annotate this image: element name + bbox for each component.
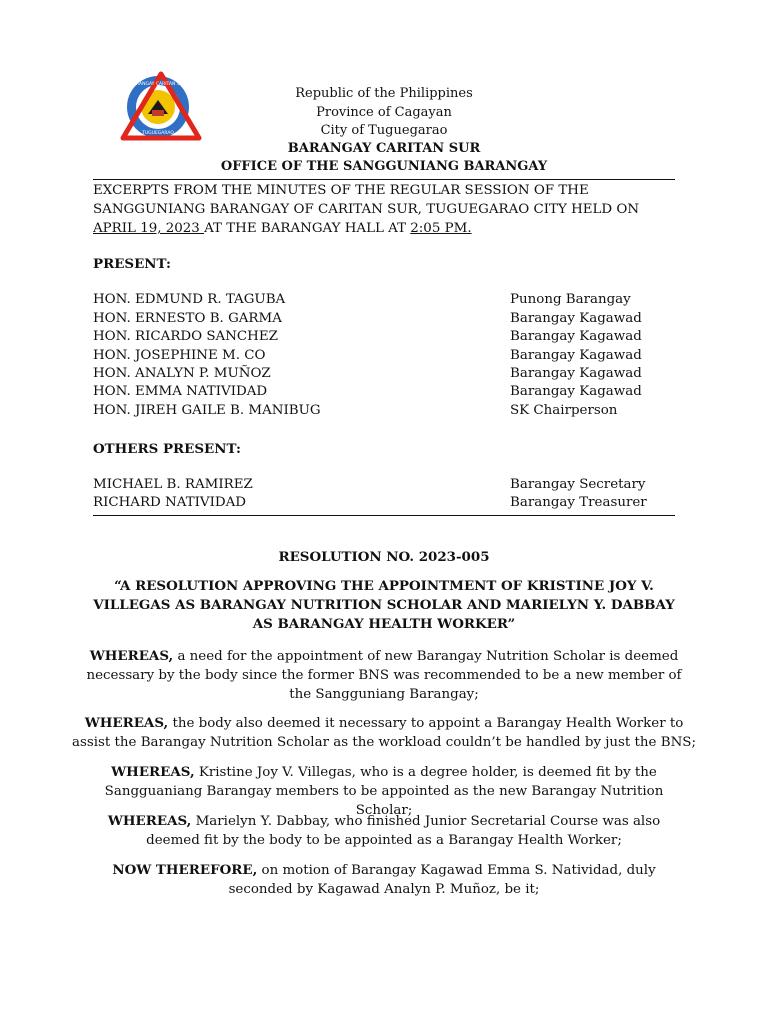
paragraph-text: the body also deemed it necessary to appoint a Barangay Health Worker to assist the Barangay Nutrition Scholar as the workload couldn’t be handled by just the BNS;	[72, 716, 696, 750]
paragraph-lead: WHEREAS,	[107, 813, 192, 829]
header-city: City of Tuguegarao	[320, 123, 448, 138]
paragraph-lead: WHEREAS,	[111, 764, 195, 780]
seal-bottom-text: TUGUEGARAO	[142, 131, 174, 136]
present-role: Barangay Kagawad	[510, 311, 642, 326]
excerpt-text-1: EXCERPTS FROM THE MINUTES OF THE REGULAR SESSION OF THE SANGGUNIANG BARANGAY OF CARITAN SUR, TUGUEGARAO CITY HELD ON	[93, 183, 640, 217]
seal-top-text: BARANGAY CARITAN SUR	[129, 82, 187, 87]
header-office: OFFICE OF THE SANGGUNIANG BARANGAY	[220, 159, 548, 174]
present-role: SK Chairperson	[510, 403, 618, 418]
resolution-number: RESOLUTION NO. 2023-005	[278, 549, 490, 565]
paragraph-text: a need for the appointment of new Barangay Nutrition Scholar is deemed necessary by the body since the former BNS was recommended to be a new member of the Sangguniang Barangay;	[86, 649, 682, 702]
header-republic: Republic of the Philippines	[295, 86, 473, 101]
present-name: HON. EDMUND R. TAGUBA	[93, 292, 286, 307]
session-date: APRIL 19, 2023	[93, 221, 205, 236]
present-name: HON. JIREH GAILE B. MANIBUG	[93, 403, 321, 418]
present-role: Barangay Kagawad	[510, 329, 642, 344]
paragraph-lead: WHEREAS,	[84, 715, 169, 731]
session-time: 2:05 PM.	[410, 221, 472, 236]
header-barangay: BARANGAY CARITAN SUR	[287, 141, 481, 156]
present-name: HON. EMMA NATIVIDAD	[93, 384, 268, 399]
present-name: HON. RICARDO SANCHEZ	[93, 329, 278, 344]
present-name: HON. JOSEPHINE M. CO	[93, 348, 266, 363]
excerpt-paragraph	[93, 181, 683, 238]
paragraph-text: Kristine Joy V. Villegas, who is a degree holder, is deemed fit by the Sangguaniang Barangay members to be appointed as the new Barangay Nutrition Scholar;	[104, 765, 664, 818]
others-role: Barangay Secretary	[510, 477, 646, 492]
header-province: Province of Cagayan	[316, 105, 452, 120]
present-name: HON. ANALYN P. MUÑOZ	[93, 366, 271, 381]
others-name: RICHARD NATIVIDAD	[93, 495, 247, 510]
excerpt-text-2: AT THE BARANGAY HALL AT	[204, 221, 411, 236]
paragraph-lead: WHEREAS,	[89, 648, 174, 664]
whereas-paragraph	[80, 812, 688, 850]
others-role: Barangay Treasurer	[510, 495, 647, 510]
whereas-paragraph	[70, 714, 698, 752]
others-present-label: OTHERS PRESENT:	[93, 441, 241, 457]
paragraph-text: Marielyn Y. Dabbay, who finished Junior Secretarial Course was also deemed fit by the body to be appointed as a Barangay Health Worker;	[146, 814, 661, 848]
present-name: HON. ERNESTO B. GARMA	[93, 311, 282, 326]
others-name: MICHAEL B. RAMIREZ	[93, 477, 253, 492]
present-role: Barangay Kagawad	[510, 348, 642, 363]
present-role: Barangay Kagawad	[510, 384, 642, 399]
present-role: Punong Barangay	[510, 292, 631, 307]
present-label: PRESENT:	[93, 256, 171, 272]
whereas-paragraph	[80, 647, 688, 704]
attendance-divider	[93, 515, 675, 516]
header-divider	[93, 179, 675, 180]
paragraph-lead: NOW THEREFORE,	[112, 862, 258, 878]
now-therefore-paragraph	[80, 861, 688, 899]
present-role: Barangay Kagawad	[510, 366, 642, 381]
paragraph-text: on motion of Barangay Kagawad Emma S. Natividad, duly seconded by Kagawad Analyn P. Muñoz, be it;	[228, 863, 656, 897]
resolution-title: “A RESOLUTION APPROVING THE APPOINTMENT OF KRISTINE JOY V. VILLEGAS AS BARANGAY NUTRITION SCHOLAR AND MARIELYN Y. DABBAY AS BARANGAY HEALTH WORKER”	[93, 578, 675, 632]
